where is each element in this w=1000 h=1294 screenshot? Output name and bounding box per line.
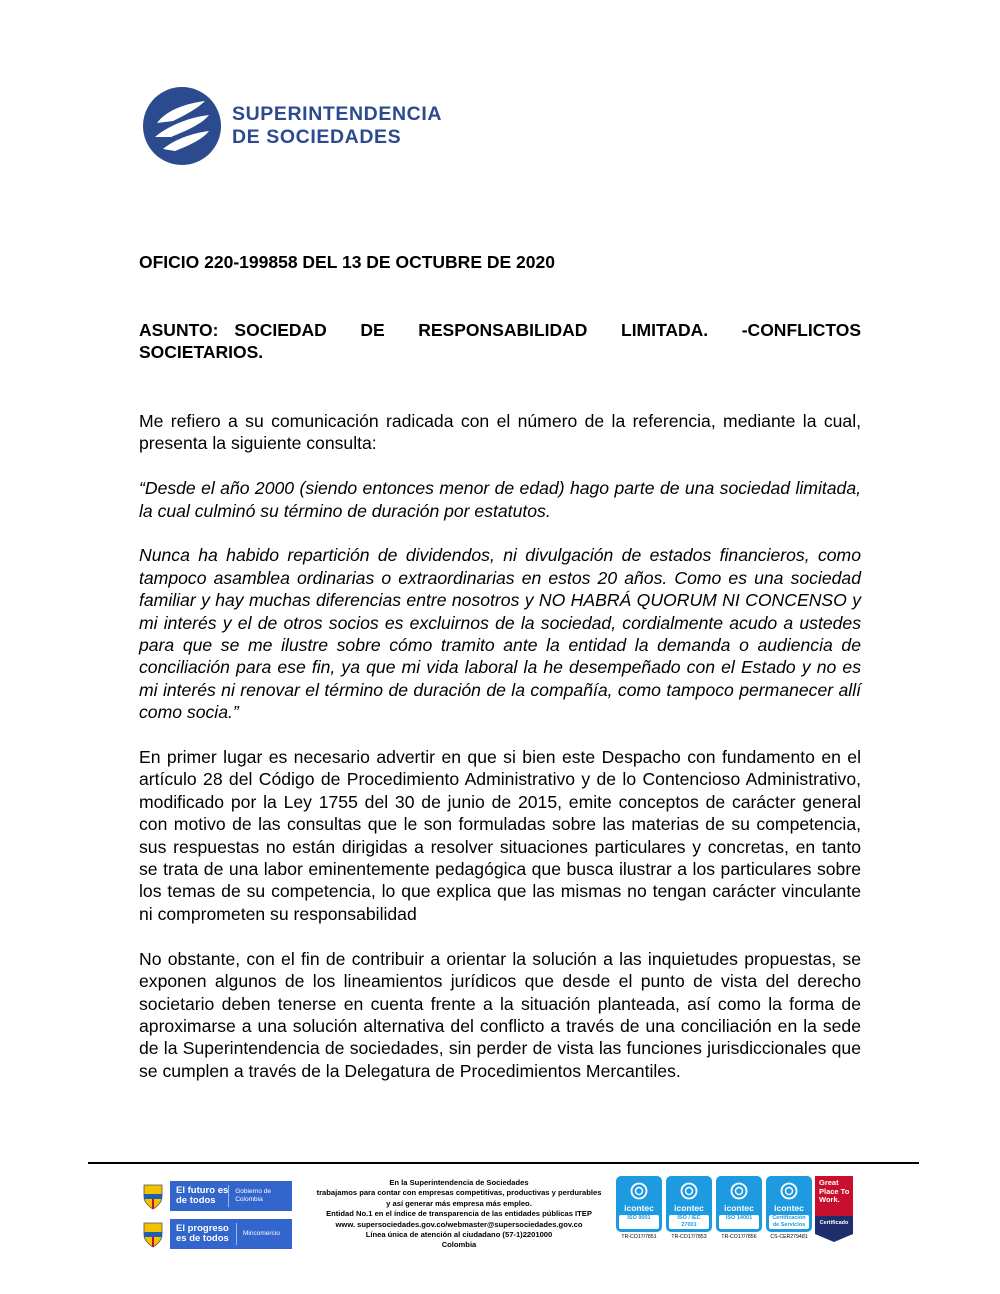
icontec-ring-icon: [730, 1182, 748, 1200]
footer-line: Entidad No.1 en el índice de transparencia de las entidades públicas ITEP: [326, 1209, 592, 1219]
footer-line: En la Superintendencia de Sociedades: [389, 1178, 529, 1187]
gov-badge-sub-text: Gobierno de Colombia: [235, 1188, 272, 1203]
paragraph-disclaimer: En primer lugar es necesario advertir en que si bien este Despacho con fundamento en el artículo 28 del Código de Procedimiento Administrativo y de lo Contencioso Administrativo, modificado por la Ley 1755 del 30 de junio de 2015, emite conceptos de carácter general con motivo de las consultas que le son formuladas sobre las materias de su competencia, sus respuestas no están dirigidas a resolver situaciones particulares y concretas, en tanto se trata de una labor eminentemente pedagógica que busca ilustrar a los particulares sobre los temas de su competencia, lo que explica que las mismas no tengan carácter vinculante ni comprometen su responsabilidad: [139, 747, 861, 924]
gptw-text: Great Place To Work.: [819, 1178, 850, 1204]
subject-label: ASUNTO:: [139, 320, 219, 340]
footer-line: y así generar más empresa más empleo.: [386, 1198, 532, 1208]
icontec-ring-icon: [680, 1182, 698, 1200]
footer-line: Colombia: [441, 1240, 477, 1250]
footer-line: Línea única de atención al ciudadano (57-1)2201000: [365, 1230, 553, 1240]
gov-badge-main-text: El futuro es de todos: [176, 1185, 229, 1206]
logo-line-2: DE SOCIEDADES: [232, 126, 402, 148]
document-subject: [139, 319, 861, 363]
cert-code: TR-CO17/7851: [621, 1234, 657, 1240]
cert-standard: ISO / IEC 27001: [669, 1215, 709, 1229]
colombia-shield-icon: [140, 1219, 166, 1249]
cert-badge-iso27001: [666, 1176, 712, 1242]
document-title: OFICIO 220-199858 DEL 13 DE OCTUBRE DE 2020: [139, 252, 555, 272]
superintendencia-logo: [143, 87, 473, 167]
subject-text: SOCIEDAD DE RESPONSABILIDAD LIMITADA. -CONFLICTOS SOCIETARIOS.: [139, 320, 861, 362]
footer-text: [300, 1178, 618, 1251]
icontec-ring-icon: [780, 1182, 798, 1200]
gov-badge-progreso: [140, 1219, 292, 1249]
footer-line: www. supersociedades.gov.co/webmaster@supersociedades.gov.co: [335, 1219, 583, 1229]
document-body: [139, 410, 861, 1105]
colombia-shield-icon: [140, 1181, 166, 1211]
cert-code: TR-CO17/7856: [721, 1234, 757, 1240]
gov-badge-sub-text: Mincomercio: [243, 1230, 280, 1237]
gptw-badge-label: Certificado: [819, 1220, 849, 1226]
icontec-ring-icon: [630, 1182, 648, 1200]
gov-badge-futuro: [140, 1181, 292, 1211]
cert-standard: ISO 14001: [719, 1215, 759, 1229]
cert-brand: icontec: [774, 1203, 804, 1213]
cert-standard: Certificación de Servicios: [769, 1215, 809, 1229]
great-place-to-work-badge: [815, 1176, 853, 1242]
cert-badge-iso9001: [616, 1176, 662, 1242]
cert-brand: icontec: [724, 1203, 754, 1213]
cert-badge-servicios: [766, 1176, 812, 1242]
cert-code: TR-CO17/7853: [671, 1234, 707, 1240]
logo-wordmark: [232, 103, 442, 149]
cert-brand: icontec: [674, 1203, 704, 1213]
cert-standard: ISO 9001: [619, 1215, 659, 1229]
cert-brand: icontec: [624, 1203, 654, 1213]
gov-badge-main-text: El progreso es de todos: [176, 1223, 229, 1244]
footer-divider: [88, 1162, 919, 1164]
paragraph-quote-2: Nunca ha habido repartición de dividendos, ni divulgación de estados financieros, como tampoco asamblea ordinarias o extraordinarias en estos 20 años. Como es una sociedad familiar y hay muchas diferencias entre nosotros y NO HABRÁ QUORUM NI CONCENSO y mi interés y el de otros socios es excluirnos de la sociedad, cordialmente acudo a ustedes para que se me ilustre sobre cómo tramito ante la entidad la demanda o audiencia de conciliación para ese fin, ya que mi vida laboral la he desempeñado con el Estado y no es mi interés ni renovar el término de duración de la compañía, como tampoco permanecer allí como socia.”: [139, 545, 861, 723]
cert-badge-iso14001: [716, 1176, 762, 1242]
logo-line-1: SUPERINTENDENCIA: [232, 103, 443, 125]
logo-emblem-icon: [143, 87, 221, 165]
paragraph-guidance: No obstante, con el fin de contribuir a orientar la solución a las inquietudes propuestas, se exponen algunos de los lineamientos jurídicos que desde el punto de vista del derecho societario deben tenerse en cuenta frente a la situación planteada, así como la forma de aproximarse a una solución alternativa del conflicto a través de una conciliación en la sede de la Superintendencia de sociedades, sin perder de vista las funciones jurisdiccionales que se cumplen a través de la Delegatura de Procedimientos Mercantiles.: [139, 948, 861, 1081]
paragraph-quote-1: “Desde el año 2000 (siendo entonces menor de edad) hago parte de una sociedad limitada, la cual culminó su término de duración por estatutos.: [139, 478, 861, 521]
footer-line: trabajamos para contar con empresas competitivas, productivas y perdurables: [316, 1188, 602, 1198]
cert-code: CS-CER279481: [770, 1234, 808, 1240]
paragraph-intro: Me refiero a su comunicación radicada con el número de la referencia, mediante la cual, presenta la siguiente consulta:: [139, 411, 861, 454]
